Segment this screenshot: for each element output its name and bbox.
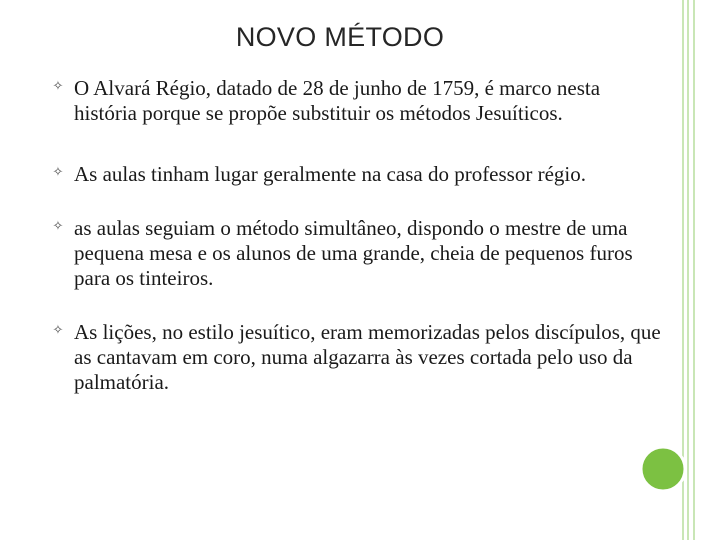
bullet-text: As aulas tinham lugar geralmente na casa do professor régio. — [74, 162, 586, 186]
bullet-text: as aulas seguiam o método simultâneo, dispondo o mestre de uma pequena mesa e os alunos de uma grande, cheia de pequenos furos para os tinteiros. — [74, 216, 633, 290]
bullet-text: As lições, no estilo jesuítico, eram memorizadas pelos discípulos, que as cantavam em coro, numa algazarra às vezes cortada pelo uso da palmatória. — [74, 320, 661, 394]
four-point-star-icon: ✧ — [52, 78, 64, 93]
bullet-item — [48, 320, 668, 395]
four-point-star-icon: ✧ — [52, 322, 64, 337]
four-point-star-icon: ✧ — [52, 164, 64, 179]
bullet-item — [48, 216, 668, 291]
bullet-item — [48, 162, 668, 187]
four-point-star-icon: ✧ — [52, 218, 64, 233]
bullet-text: O Alvará Régio, datado de 28 de junho de 1759, é marco nesta história porque se propõe substituir os métodos Jesuíticos. — [74, 76, 601, 125]
slide-title: NOVO MÉTODO — [235, 22, 445, 52]
bullet-list — [48, 76, 668, 395]
bullet-item — [48, 76, 668, 126]
green-circle-decoration — [641, 447, 685, 491]
